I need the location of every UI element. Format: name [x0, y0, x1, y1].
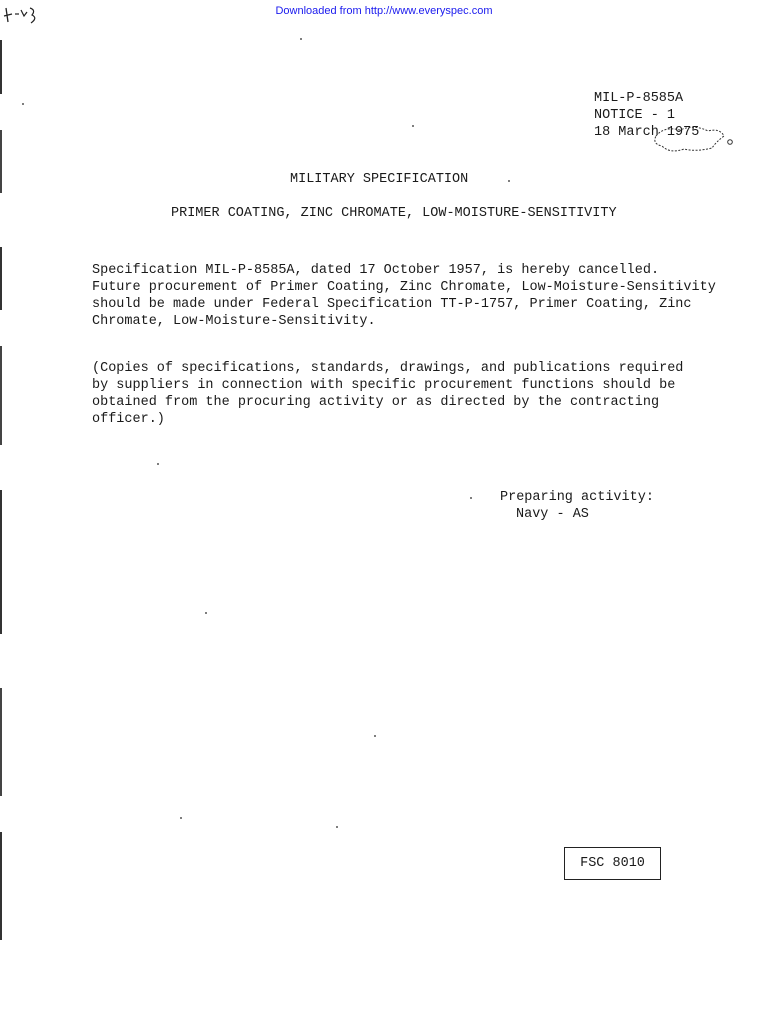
ink-blot-mark: [650, 122, 734, 156]
fsc-code: FSC 8010: [580, 856, 645, 871]
document-subject: PRIMER COATING, ZINC CHROMATE, LOW-MOISTURE-SENSITIVITY: [171, 206, 617, 221]
paragraph-line: Specification MIL-P-8585A, dated 17 October 1957, is hereby cancelled.: [92, 263, 660, 278]
scan-speck: [374, 735, 376, 737]
scan-speck: [22, 103, 24, 105]
paragraph-line: by suppliers in connection with specific procurement functions should be: [92, 378, 676, 393]
scan-speck: [300, 38, 302, 40]
spec-number: MIL-P-8585A: [594, 91, 684, 106]
paragraph-line: Future procurement of Primer Coating, Zinc Chromate, Low-Moisture-Sensitivity: [92, 280, 716, 295]
document-heading: MILITARY SPECIFICATION: [290, 172, 469, 187]
download-source-link[interactable]: Downloaded from http://www.everyspec.com: [275, 5, 493, 17]
cancellation-paragraph: [92, 262, 732, 330]
scan-speck: [470, 497, 472, 499]
scan-speck: [412, 125, 414, 127]
paragraph-line: obtained from the procuring activity or as directed by the contracting: [92, 395, 660, 410]
paragraph-line: Chromate, Low-Moisture-Sensitivity.: [92, 314, 376, 329]
scan-edge: [0, 40, 2, 940]
scan-speck: [508, 180, 510, 182]
scan-speck: [180, 817, 182, 819]
scan-speck: [157, 463, 159, 465]
notice-number: NOTICE - 1: [594, 108, 676, 123]
paragraph-line: (Copies of specifications, standards, drawings, and publications required: [92, 361, 684, 376]
scan-speck: [336, 826, 338, 828]
preparing-activity: [500, 489, 654, 523]
paragraph-line: officer.): [92, 412, 165, 427]
paragraph-line: should be made under Federal Specification TT-P-1757, Primer Coating, Zinc: [92, 297, 692, 312]
preparing-activity-value: Navy - AS: [516, 507, 589, 522]
scan-speck: [205, 612, 207, 614]
preparing-activity-label: Preparing activity:: [500, 490, 654, 505]
fsc-code-box: [564, 847, 661, 880]
copies-paragraph: [92, 360, 732, 428]
notice-date: 18 March 1975: [594, 125, 700, 140]
handwritten-annotation: [2, 2, 44, 28]
